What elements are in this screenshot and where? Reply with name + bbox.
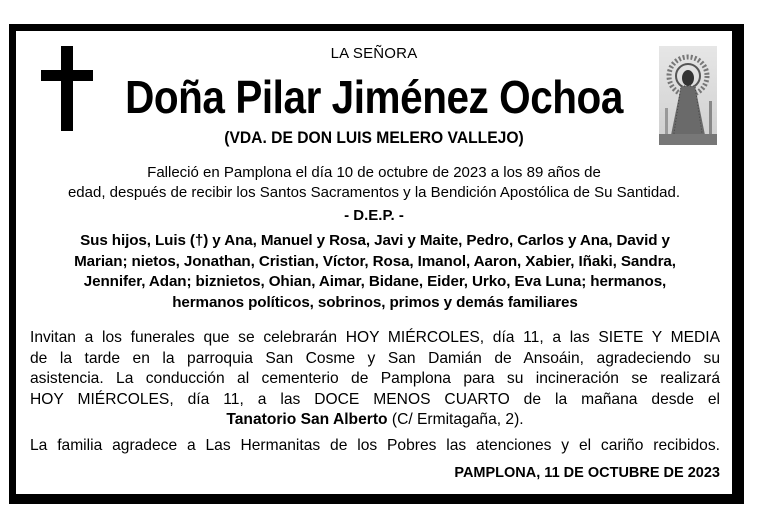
death-details — [16, 163, 732, 203]
family-line: Jennifer, Adan; biznietos, Ohian, Aimar, Bidane, Eider, Urko, Eva Luna; hermanos, — [83, 273, 667, 290]
funeral-home-name: Tanatorio San Alberto — [226, 411, 388, 428]
deceased-name: Doña Pilar Jiménez Ochoa — [125, 71, 623, 123]
invitation-line: asistencia. La conducción al cementerio de Pamplona para su incineración se realizará — [30, 370, 720, 387]
death-line-2: edad, después de recibir los Santos Sacramentos y la Bendición Apostólica de Su Santidad. — [67, 184, 681, 201]
widow-of: (VDA. DE DON LUIS MELERO VALLEJO) — [224, 128, 524, 147]
invitation-line: de la tarde en la parroquia San Cosme y San Damián de Ansoáin, agradeciendo su — [30, 349, 720, 367]
family-line: Marian; nietos, Jonathan, Cristian, Víctor, Rosa, Imanol, Aaron, Xabier, Iñaki, Sandra, — [74, 252, 676, 270]
obituary-frame — [9, 24, 744, 504]
header-la-senora: LA SEÑORA — [330, 45, 418, 62]
family-line: hermanos políticos, sobrinos, primos y demás familiares — [172, 293, 578, 311]
funeral-home-address: (C/ Ermitagaña, 2). — [387, 411, 524, 428]
invitation-line: Invitan a los funerales que se celebrarán HOY MIÉRCOLES, día 11, a las SIETE Y MEDIA — [30, 329, 720, 346]
place-and-date: PAMPLONA, 11 DE OCTUBRE DE 2023 — [454, 465, 720, 481]
funeral-invitation — [30, 328, 720, 431]
family-line: Sus hijos, Luis (†) y Ana, Manuel y Rosa, Javi y Maite, Pedro, Carlos y Ana, David y — [80, 232, 670, 249]
thanks-line: La familia agradece a Las Hermanitas de los Pobres las atenciones y el cariño recibidos. — [30, 437, 720, 454]
funeral-home-line — [30, 410, 720, 431]
invitation-line: HOY MIÉRCOLES, día 11, a las DOCE MENOS CUARTO de la mañana desde el — [30, 390, 720, 408]
rest-in-peace: - D.E.P. - — [344, 207, 404, 224]
family-list — [30, 231, 720, 313]
death-line-1: Falleció en Pamplona el día 10 de octubre de 2023 a los 89 años de — [147, 164, 601, 181]
